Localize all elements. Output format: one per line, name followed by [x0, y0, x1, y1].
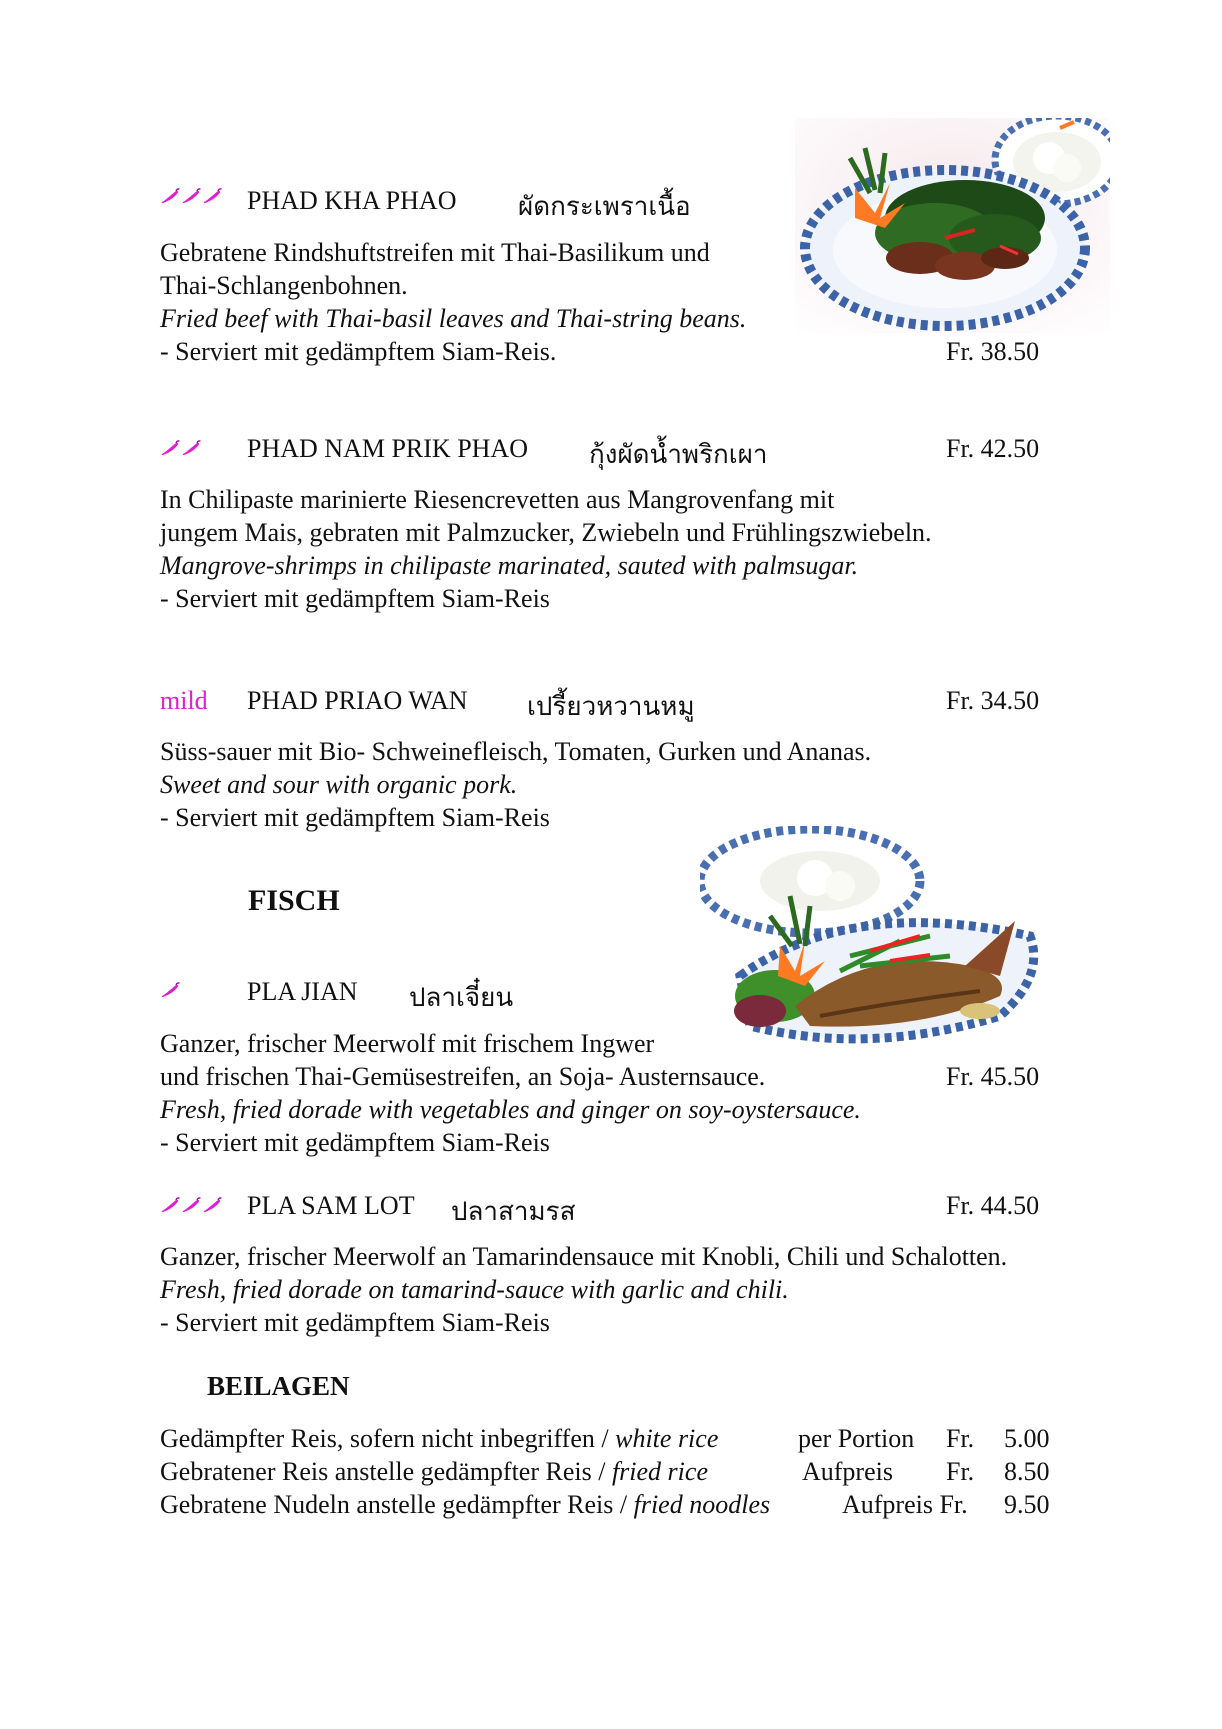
- dish-3-served: - Serviert mit gedämpftem Siam-Reis: [160, 803, 550, 832]
- dish-1-desc-en: Fried beef with Thai-basil leaves and Thai-string beans.: [160, 304, 747, 333]
- side-row-2-note: Aufpreis: [802, 1457, 893, 1486]
- side-row-3-de: Gebratene Nudeln anstelle gedämpfter Reis /: [160, 1490, 634, 1519]
- chili-icon: [202, 1197, 222, 1213]
- fish-1-served: - Serviert mit gedämpftem Siam-Reis: [160, 1128, 550, 1157]
- side-row-3-amount: 9.50: [1004, 1490, 1050, 1519]
- chili-icon: [160, 440, 180, 456]
- side-row-1-amount: 5.00: [1004, 1424, 1050, 1453]
- side-row-2-de: Gebratener Reis anstelle gedämpfter Reis /: [160, 1457, 612, 1486]
- chili-icon: [181, 440, 201, 456]
- dish-3-name: PHAD PRIAO WAN: [247, 686, 468, 715]
- dish-2-chili-rating: [160, 440, 201, 461]
- fish-1-chili-rating: [160, 982, 180, 1003]
- side-row-2-currency: Fr.: [946, 1457, 975, 1486]
- dish-1-chili-rating: [160, 188, 222, 209]
- side-row-1-note: per Portion: [798, 1424, 915, 1453]
- fish-2-thai: ปลาสามรส: [451, 1197, 576, 1226]
- section-title-fisch: FISCH: [248, 884, 340, 917]
- dish-1-thai: ผัดกระเพราเนื้อ: [518, 192, 691, 221]
- side-row-1-de: Gedämpfter Reis, sofern nicht inbegriffen /: [160, 1424, 616, 1453]
- chili-icon: [160, 1197, 180, 1213]
- dish-1-price: Fr. 38.50: [946, 337, 1040, 366]
- side-row-2-amount: 8.50: [1004, 1457, 1050, 1486]
- dish-2-thai: กุ้งผัดน้ำพริกเผา: [589, 440, 768, 469]
- side-row-1: [160, 1424, 718, 1454]
- fish-2-desc-de: Ganzer, frischer Meerwolf an Tamarindensauce mit Knobli, Chili und Schalotten.: [160, 1242, 1008, 1271]
- fish-2-desc-en: Fresh, fried dorade on tamarind-sauce with garlic and chili.: [160, 1275, 789, 1304]
- section-title-beilagen: BEILAGEN: [207, 1371, 350, 1401]
- fish-2-price: Fr. 44.50: [946, 1191, 1040, 1220]
- fish-1-name: PLA JIAN: [247, 977, 358, 1006]
- side-row-1-currency: Fr.: [946, 1424, 975, 1453]
- dish-3-price: Fr. 34.50: [946, 686, 1040, 715]
- fish-1-desc-en: Fresh, fried dorade with vegetables and ginger on soy-oystersauce.: [160, 1095, 861, 1124]
- dish-1-desc-de-1: Gebratene Rindshuftstreifen mit Thai-Basilikum und: [160, 238, 710, 267]
- dish-3-desc-de: Süss-sauer mit Bio- Schweinefleisch, Tomaten, Gurken und Ananas.: [160, 737, 872, 766]
- dish-2-desc-de-2: jungem Mais, gebraten mit Palmzucker, Zwiebeln und Frühlingszwiebeln.: [160, 518, 932, 547]
- side-row-1-en: white rice: [615, 1424, 719, 1453]
- side-row-3-en: fried noodles: [633, 1490, 771, 1519]
- side-row-2: [160, 1457, 708, 1487]
- fish-1-desc-de-1: Ganzer, frischer Meerwolf mit frischem Ingwer: [160, 1029, 655, 1058]
- dish-2-name: PHAD NAM PRIK PHAO: [247, 434, 528, 463]
- chili-icon: [160, 188, 180, 204]
- fish-2-name: PLA SAM LOT: [247, 1191, 415, 1220]
- chili-icon: [202, 188, 222, 204]
- dish-1-desc-de-2: Thai-Schlangenbohnen.: [160, 271, 408, 300]
- side-row-3-note: Aufpreis Fr.: [842, 1490, 968, 1519]
- dish-3-thai: เปรี้ยวหวานหมู: [527, 692, 695, 721]
- chili-icon: [181, 188, 201, 204]
- side-row-2-en: fried rice: [611, 1457, 708, 1486]
- chili-icon: [160, 982, 180, 998]
- dish-photo-fish: [700, 826, 1052, 1052]
- dish-photo-beef: [795, 118, 1110, 333]
- dish-3-mild-label: mild: [160, 686, 208, 715]
- dish-1-served: - Serviert mit gedämpftem Siam-Reis.: [160, 337, 557, 366]
- fish-2-served: - Serviert mit gedämpftem Siam-Reis: [160, 1308, 550, 1337]
- chili-icon: [181, 1197, 201, 1213]
- dish-1-name: PHAD KHA PHAO: [247, 186, 457, 215]
- dish-3-desc-en: Sweet and sour with organic pork.: [160, 770, 518, 799]
- fish-1-thai: ปลาเจี๋ยน: [409, 983, 514, 1012]
- dish-2-desc-en: Mangrove-shrimps in chilipaste marinated, sauted with palmsugar.: [160, 551, 859, 580]
- fish-1-price: Fr. 45.50: [946, 1062, 1040, 1091]
- fish-2-chili-rating: [160, 1197, 222, 1218]
- fish-1-desc-de-2: und frischen Thai-Gemüsestreifen, an Soja- Austernsauce.: [160, 1062, 766, 1091]
- dish-2-desc-de-1: In Chilipaste marinierte Riesencrevetten aus Mangrovenfang mit: [160, 485, 835, 514]
- side-row-3: [160, 1490, 770, 1520]
- dish-2-price: Fr. 42.50: [946, 434, 1040, 463]
- dish-2-served: - Serviert mit gedämpftem Siam-Reis: [160, 584, 550, 613]
